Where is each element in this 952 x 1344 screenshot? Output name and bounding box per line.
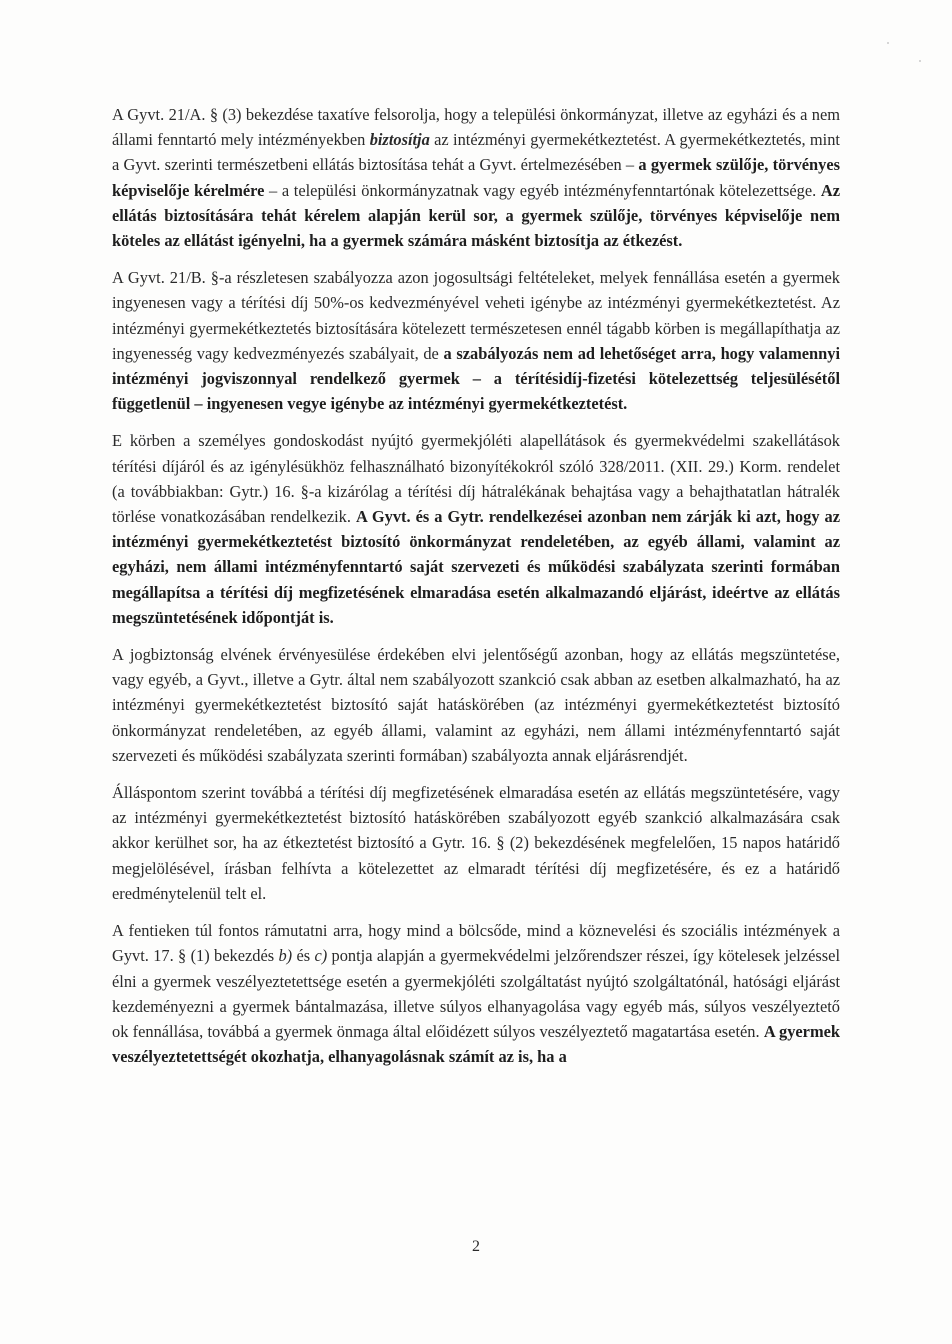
paragraph-5: [112, 780, 840, 906]
text-run: A Gyvt. és a Gytr. rendelkezései azonban nem zárják ki azt, hogy az intézményi gyermekétkeztetést biztosító önkormányzat rendeletében, az egyéb állami, valamint az egyházi, nem állami intézményfenntartó saját szervezeti és működési szabályzata szerinti formában megállapítsa a térítési díj megfizetésének elmaradása esetén alkalmazandó eljárást, ideértve az ellátás megszüntetésének időpontját is.: [112, 507, 841, 627]
text-run: b): [278, 946, 293, 966]
paragraph-6: [112, 918, 840, 1069]
scan-speck: [887, 42, 889, 44]
text-run: A fentieken túl fontos rámutatni arra, hogy mind a bölcsőde, mind a köznevelési és szociális intézmények a Gyvt. 17. § (1) bekezdés: [112, 921, 840, 966]
text-run: Az ellátás biztosítására tehát kérelem alapján kerül sor, a gyermek szülője, törvényes képviselője nem köteles az ellátást igényelni, ha a gyermek számára másként biztosítja az étkezést.: [112, 180, 840, 251]
text-run: biztosítja: [369, 130, 430, 150]
text-run: és: [292, 946, 315, 966]
page-number: 2: [472, 1238, 480, 1255]
text-run: E körben a személyes gondoskodást nyújtó gyermekjóléti alapellátások és gyermekvédelmi szakellátások térítési díjáról és az igénylésükhöz felhasználható bizonyítékokról szóló 328/2011. (XII. 29.) Korm. rendelet (a továbbiakban: Gytr.) 16. §-a kizárólag a térítési díj hátralékának behajtása vagy a behajthatatlan hátralék törlése vonatkozásában rendelkezik.: [112, 431, 840, 527]
text-run: a gyermek szülője, törvényes képviselője kérelmére: [112, 155, 841, 200]
text-run: c): [314, 946, 328, 966]
text-run: A Gyvt. 21/B. §-a részletesen szabályozza azon jogosultsági feltételeket, melyek fennállása esetén a gyermek ingyenesen vagy a térítési díj 50%-os kedvezményével veheti igénybe az intézményi gyermekétkeztetést. Az intézményi gyermekétkeztetés biztosítására kötelezett természetesen ennél tágabb körben is megállapíthatja az ingyenesség vagy kedvezményezés szabályait, de: [112, 268, 840, 363]
text-run: pontja alapján a gyermekvédelmi jelzőrendszer részei, így kötelesek jelzéssel élni a gyermek veszélyeztetettsége esetén a gyermekjóléti szolgáltatást nyújtó szolgáltatónál, hatósági eljárást kezdeményezni a gyermek bántalmazása, illetve súlyos elhanyagolása vagy egyéb más, súlyos veszélyeztető ok fennállása, továbbá a gyermek önmaga által előidézett súlyos veszélyeztető magatartása esetén.: [112, 946, 840, 1041]
text-run: A gyermek veszélyeztetettségét okozhatja, elhanyagolásnak számít az is, ha a: [112, 1021, 841, 1067]
scan-speck: [919, 60, 921, 62]
paragraph-1: [112, 102, 840, 253]
text-run: A jogbiztonság elvének érvényesülése érdekében elvi jelentőségű azonban, hogy az ellátás megszüntetése, vagy egyéb, a Gyvt., illetve a Gytr. által nem szabályozott szankció csak abban az esetben alkalmazható, ha az intézményi gyermekétkeztetést biztosító saját hatáskörében (az intézményi gyermekétkeztetést biztosító önkormányzat rendeletében, az egyéb állami, valamint az egyházi, nem állami intézményfenntartó saját szervezeti és működési szabályzata szerinti formában) szabályozta annak eljárásrendjét.: [112, 645, 840, 765]
text-run: Álláspontom szerint továbbá a térítési díj megfizetésének elmaradása esetén az ellátás megszüntetésére, vagy az intézményi gyermekétkeztetést biztosító hatáskörében szabályozott egyéb szankció alkalmazására csak akkor kerülhet sor, ha az étkeztetést biztosító a Gytr. 16. § (2) bekezdésének megfelelően, 15 napos határidő megjelölésével, írásban felhívta a kötelezettet az elmaradt térítési díj megfizetésére, és ez a határidő eredménytelenül telt el.: [112, 783, 840, 903]
document-body: [112, 102, 840, 1081]
text-run: a szabályozás nem ad lehetőséget arra, hogy valamennyi intézményi jogviszonnyal rendelkező gyermek – a térítésidíj-fizetési kötelezettség teljesülésétől függetlenül – ingyenesen vegye igénybe az intézményi gyermekétkeztetést.: [112, 343, 840, 414]
paragraph-2: [112, 265, 840, 416]
text-run: – a települési önkormányzatnak vagy egyéb intézményfenntartónak kötelezettsége.: [264, 180, 821, 200]
paragraph-4: [112, 642, 840, 768]
paragraph-3: [112, 428, 840, 630]
text-run: az intézményi gyermekétkeztetést. A gyermekétkeztetés, mint a Gyvt. szerinti természetbeni ellátás biztosítása tehát a Gyvt. értelmezésében –: [112, 130, 840, 175]
text-run: A Gyvt. 21/A. § (3) bekezdése taxatíve felsorolja, hogy a települési önkormányzat, illetve az egyházi és a nem állami fenntartó mely intézményekben: [112, 105, 840, 150]
